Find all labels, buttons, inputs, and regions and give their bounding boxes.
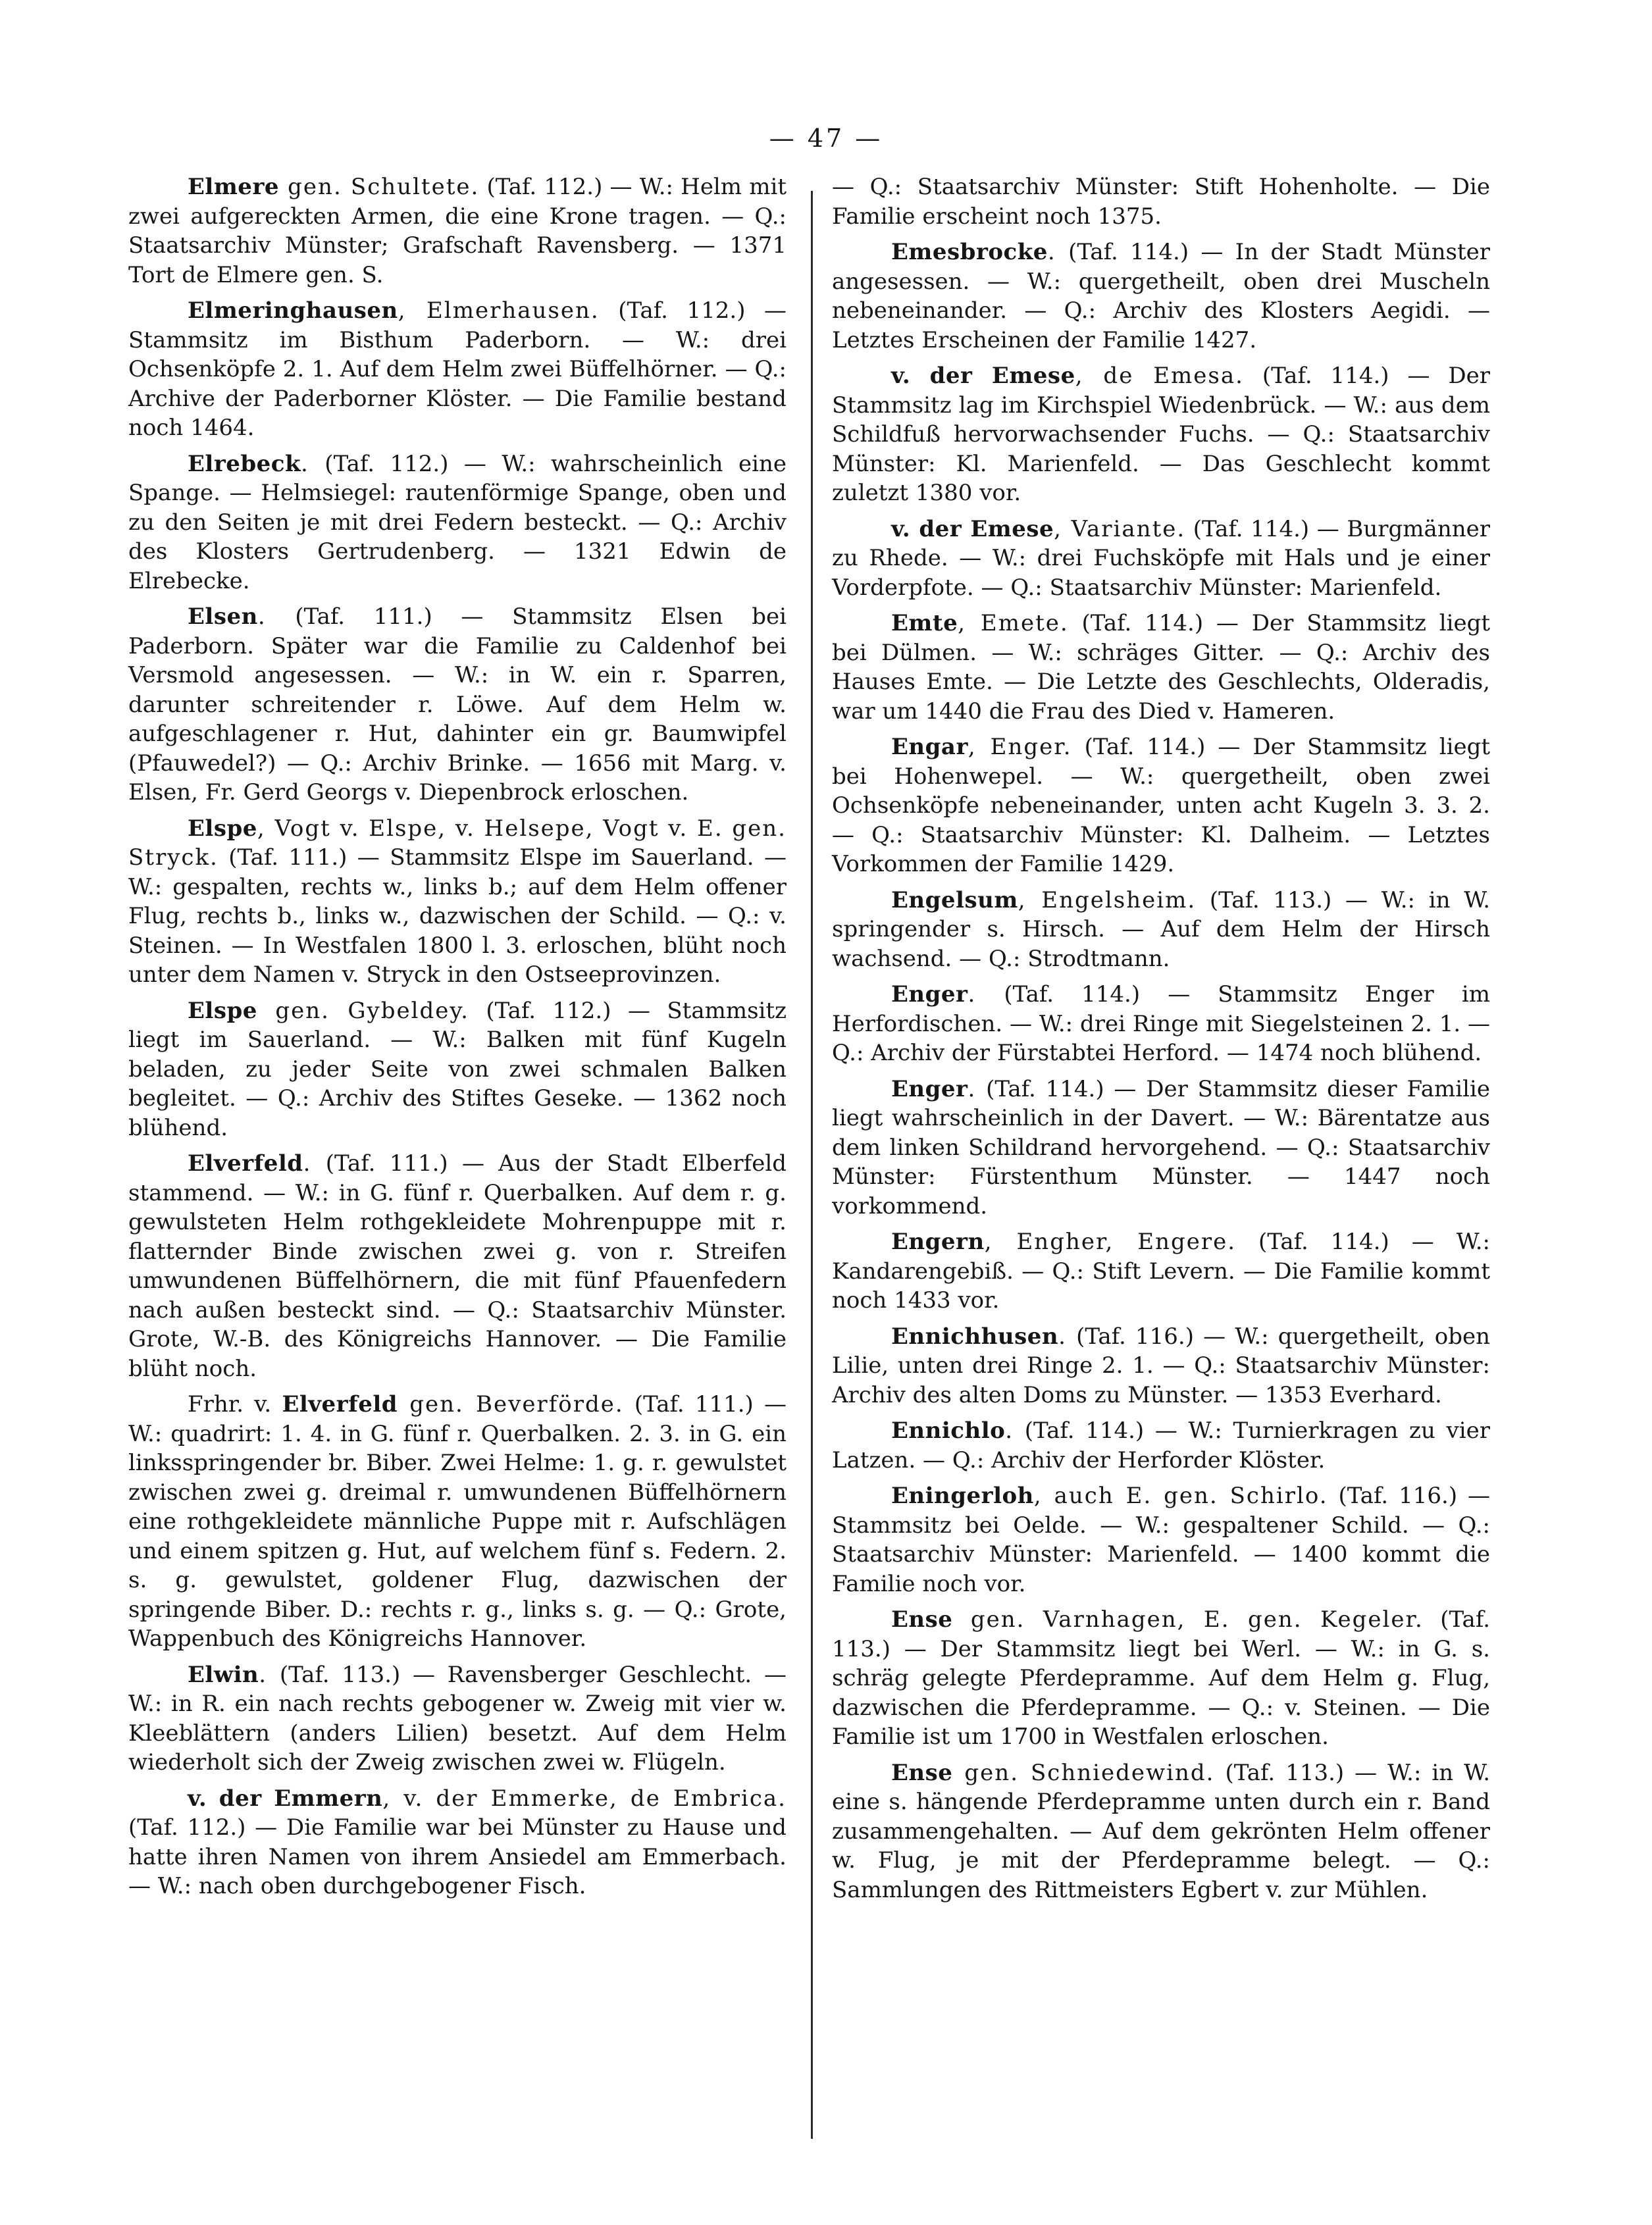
entry-body: (Taf. 114.) — Der Stammsitz lag im Kirchspiel Wiedenbrück. — W.: aus dem Schildfuß hervorwachsender Fuchs. — Q.: Staatsarchiv Münster: Kl. Marienfeld. — Das Geschlecht kommt zuletzt 1380 vor. bbox=[832, 363, 1490, 506]
entry-engern bbox=[832, 1227, 1490, 1316]
entry-elspe bbox=[128, 814, 787, 990]
entry-prefix: v. der bbox=[891, 363, 992, 389]
entry-head: Emte bbox=[891, 610, 958, 636]
entry-elmere bbox=[128, 172, 787, 290]
entry-eningerloh bbox=[832, 1481, 1490, 1598]
entry-body: (Taf. 111.) — Stammsitz Elsen bei Paderborn. Später war die Familie zu Caldenhof bei Versmold angesessen. — W.: in W. ein r. Sparren, darunter schreitender r. Löwe. Auf dem Helm w. aufgeschlagener r. Hut, dahinter ein gr. Baumwipfel (Pfauwedel?) — Q.: Archiv Brinke. — 1656 mit Marg. v. Elsen, Fr. Gerd Georgs v. Diepenbrock erloschen. bbox=[128, 603, 787, 806]
entry-variant: . bbox=[968, 981, 977, 1008]
entry-body: (Taf. 112.) — Stammsitz im Bisthum Paderborn. — W.: drei Ochsenköpfe 2. 1. Auf dem Helm zwei Büffelhörner. — Q.: Archive der Paderborner Klöster. — Die Familie bestand noch 1464. bbox=[128, 297, 787, 441]
entry-variant: gen. Gybeldey. bbox=[257, 997, 469, 1024]
entry-enger-davert bbox=[832, 1075, 1490, 1221]
entry-variant: , Engher, Engere. bbox=[984, 1229, 1237, 1255]
entry-head: Ennichhusen bbox=[891, 1323, 1059, 1350]
entry-enger-herford bbox=[832, 980, 1490, 1068]
entry-head: Elrebeck bbox=[188, 450, 301, 477]
entry-prefix: Frhr. v. bbox=[188, 1391, 282, 1418]
entry-elverfeld-beverfoerde bbox=[128, 1390, 787, 1654]
entry-variant: gen. Schultete. bbox=[278, 174, 480, 200]
entry-head: Enger bbox=[891, 981, 968, 1008]
entry-head: Emese bbox=[970, 515, 1054, 542]
entry-emte bbox=[832, 609, 1490, 726]
entry-head: Elsen bbox=[188, 603, 258, 630]
entry-variant: gen. Varnhagen, E. gen. Kegeler. bbox=[952, 1606, 1424, 1633]
entry-elspe-gybeldey bbox=[128, 996, 787, 1143]
entry-body: (Taf. 114.) — Der Stammsitz liegt bei Hohenwepel. — W.: quergetheilt, oben zwei Ochsenköpfe nebeneinander, unten acht Kugeln 3. 3. 2. — Q.: Staatsarchiv Münster: Kl. Dalheim. — Letztes Vorkommen der Familie 1429. bbox=[832, 734, 1490, 877]
entry-prefix: v. der bbox=[891, 515, 971, 542]
page-number: — 47 — bbox=[769, 124, 883, 153]
entry-variant: . bbox=[257, 603, 267, 630]
entry-body: (Taf. 113.) — W.: in W. springender s. Hirsch. — Auf dem Helm der Hirsch wachsend. — Q.: Strodtmann. bbox=[832, 886, 1490, 972]
entry-variant: gen. Schniedewind. bbox=[952, 1759, 1215, 1786]
entry-body: (Taf. 114.) — W.: Kandarengebiß. — Q.: Stift Levern. — Die Familie kommt noch 1433 vor. bbox=[832, 1229, 1490, 1314]
entry-variant: , Vogt v. Elspe, v. Helsepe, Vogt v. E. gen. Stryck. bbox=[128, 815, 787, 871]
entry-variant: . bbox=[1047, 239, 1056, 265]
entry-body: (Taf. 112.) — W.: Helm mit zwei aufgereckten Armen, die eine Krone tragen. — Q.: Staatsarchiv Münster; Grafschaft Ravensberg. — 1371 Tort de Elmere gen. S. bbox=[128, 174, 787, 288]
entry-variant: . bbox=[259, 1661, 268, 1688]
entry-variant: , auch E. gen. Schirlo. bbox=[1033, 1483, 1328, 1509]
entry-head: Elmeringhausen bbox=[188, 297, 398, 324]
left-column bbox=[128, 172, 787, 1908]
entry-body: (Taf. 114.) — In der Stadt Münster angesessen. — W.: quergetheilt, oben drei Muscheln nebeneinander. — Q.: Archiv des Klosters Aegidi. — Letztes Erscheinen der Familie 1427. bbox=[832, 239, 1490, 353]
entry-variant: , Enger. bbox=[968, 734, 1072, 760]
entry-body: (Taf. 111.) — W.: quadrirt: 1. 4. in G. fünf r. Querbalken. 2. 3. in G. ein linksspringender br. Biber. Zwei Helme: 1. g. r. gewulstet zwischen zwei g. dreimal r. umwundenen Büffelhörnern eine rothgekleidete männliche Puppe mit r. Aufschlägen und einem spitzen g. Hut, auf welchem fünf s. Federn. 2. s. g. gewulstet, goldener Flug, dazwischen der springende Biber. D.: rechts r. g., links s. g. — Q.: Grote, Wappenbuch des Königreichs Hannover. bbox=[128, 1391, 787, 1652]
entry-elverfeld bbox=[128, 1149, 787, 1383]
entry-variant: , de Emesa. bbox=[1075, 363, 1244, 389]
entry-emesbrocke bbox=[832, 238, 1490, 355]
entry-ennichhusen bbox=[832, 1322, 1490, 1410]
entry-body: (Taf. 114.) — Der Stammsitz liegt bei Dülmen. — W.: schräges Gitter. — Q.: Archiv des Hauses Emte. — Die Letzte des Geschlechts, Olderadis, war um 1440 die Frau des Died v. Hameren. bbox=[832, 610, 1491, 725]
entry-body: (Taf. 113.) — W.: in W. eine s. hängende Pferdepramme unten durch ein r. Band zusammengehalten. — Auf dem gekrönten Helm offener w. Flug, je mit der Pferdepramme belegt. — Q.: Sammlungen des Rittmeisters Egbert v. zur Mühlen. bbox=[832, 1759, 1490, 1903]
entry-elsen bbox=[128, 602, 787, 807]
entry-emmern-continued bbox=[832, 172, 1490, 231]
entry-ense-schniedewind bbox=[832, 1758, 1490, 1905]
entry-head: Ense bbox=[891, 1606, 953, 1633]
entry-variant: . bbox=[301, 450, 309, 477]
entry-body: (Taf. 112.) — W.: wahrscheinlich eine Spange. — Helmsiegel: rautenförmige Spange, oben und zu den Seiten je mit drei Federn besteckt. — Q.: Archiv des Klosters Gertrudenberg. — 1321 Edwin de Elrebecke. bbox=[128, 450, 787, 594]
entry-head: Elverfeld bbox=[282, 1391, 398, 1418]
entry-head: Emmern bbox=[274, 1785, 383, 1812]
entry-variant: , Engelsheim. bbox=[1018, 886, 1197, 913]
entry-head: Enger bbox=[891, 1075, 968, 1102]
entry-variant: , Variante. bbox=[1054, 515, 1186, 542]
entry-head: Elverfeld bbox=[188, 1150, 303, 1177]
entry-variant: . bbox=[968, 1075, 977, 1102]
entry-body: (Taf. 114.) — Der Stammsitz dieser Familie liegt wahrscheinlich in der Davert. — W.: Bärentatze aus dem linken Schildrand hervorgehend. — Q.: Staatsarchiv Münster: Fürstenthum Münster. — 1447 noch vorkommend. bbox=[832, 1075, 1490, 1219]
entry-body: (Taf. 112.) — Stammsitz liegt im Sauerland. — W.: Balken mit fünf Kugeln beladen, zu jeder Seite von zwei schmalen Balken begleitet. — Q.: Archiv des Stiftes Geseke. — 1362 noch blühend. bbox=[128, 997, 787, 1141]
entry-engelsum bbox=[832, 886, 1490, 974]
entry-body: (Taf. 112.) — Die Familie war bei Münster zu Hause und hatte ihren Namen von ihrem Ansiedel am Emmerbach. — W.: nach oben durchgebogener Fisch. bbox=[128, 1814, 787, 1899]
entry-body: (Taf. 113.) — Der Stammsitz liegt bei Werl. — W.: in G. s. schräg gelegte Pferdepramme. Auf dem Helm g. Flug, dazwischen die Pferdepramme. — Q.: v. Steinen. — Die Familie ist um 1700 in Westfalen erloschen. bbox=[832, 1606, 1490, 1750]
entry-elwin bbox=[128, 1660, 787, 1777]
entry-prefix: v. der bbox=[188, 1785, 274, 1812]
entry-head: Eningerloh bbox=[891, 1483, 1034, 1509]
entry-body: (Taf. 114.) — W.: Turnierkragen zu vier Latzen. — Q.: Archiv der Herforder Klöster. bbox=[832, 1418, 1490, 1473]
entry-head: Elspe bbox=[188, 815, 257, 842]
entry-head: Engar bbox=[891, 734, 968, 760]
entry-ense-varnhagen bbox=[832, 1605, 1490, 1752]
column-divider bbox=[811, 191, 813, 2139]
entry-variant: . bbox=[1005, 1418, 1014, 1444]
entry-head: Ennichlo bbox=[891, 1418, 1006, 1444]
entry-engar bbox=[832, 732, 1490, 879]
entry-elrebeck bbox=[128, 449, 787, 596]
entry-body: (Taf. 116.) — W.: quergetheilt, oben Lilie, unten drei Ringe 2. 1. — Q.: Staatsarchiv Münster: Archiv des alten Doms zu Münster. — 1353 Everhard. bbox=[832, 1323, 1490, 1408]
entry-head: Ense bbox=[891, 1759, 953, 1786]
entry-emmern bbox=[128, 1784, 787, 1901]
entry-head: Engelsum bbox=[891, 886, 1018, 913]
entry-head: Elmere bbox=[188, 174, 279, 200]
entry-body: (Taf. 111.) — Aus der Stadt Elberfeld stammend. — W.: in G. fünf r. Querbalken. Auf dem r. g. gewulsteten Helm rothgekleidete Mohrenpuppe mit r. flatternder Binde zwischen zwei g. von r. Streifen umwundenen Büffelhörnern, die mit fünf Pfauenfedern nach außen besteckt sind. — Q.: Staatsarchiv Münster. Grote, W.-B. des Königreichs Hannover. — Die Familie blüht noch. bbox=[128, 1150, 787, 1382]
right-column bbox=[832, 172, 1490, 1911]
entry-body: (Taf. 114.) — Stammsitz Enger im Herfordischen. — W.: drei Ringe mit Siegelsteinen 2. 1. — Q.: Archiv der Fürstabtei Herford. — 1474 noch blühend. bbox=[832, 981, 1490, 1066]
entry-variant: , Elmerhausen. bbox=[398, 297, 600, 324]
entry-ennichlo bbox=[832, 1416, 1490, 1475]
entry-body: (Taf. 114.) — Burgmänner zu Rhede. — W.: drei Fuchsköpfe mit Hals und je einer Vorderpfote. — Q.: Staatsarchiv Münster: Marienfeld. bbox=[832, 515, 1490, 601]
entry-body: (Taf. 111.) — Stammsitz Elspe im Sauerland. — W.: gespalten, rechts w., links b.; auf dem Helm offener Flug, rechts b., links w., dazwischen der Schild. — Q.: v. Steinen. — In Westfalen 1800 l. 3. erloschen, blüht noch unter dem Namen v. Stryck in den Ostseeprovinzen. bbox=[128, 844, 787, 988]
entry-elmeringhausen bbox=[128, 296, 787, 443]
entry-emese bbox=[832, 361, 1490, 508]
entry-head: Emese bbox=[991, 363, 1075, 389]
entry-head: Elspe bbox=[188, 997, 257, 1024]
entry-variant: gen. Beverförde. bbox=[398, 1391, 624, 1418]
entry-variant: . bbox=[303, 1150, 312, 1177]
entry-body: (Taf. 116.) — Stammsitz bei Oelde. — W.: gespaltener Schild. — Q.: Staatsarchiv Münster: Marienfeld. — 1400 kommt die Familie noch vor. bbox=[832, 1483, 1490, 1597]
entry-body: — Q.: Staatsarchiv Münster: Stift Hohenholte. — Die Familie erscheint noch 1375. bbox=[832, 174, 1490, 230]
entry-variant: . bbox=[1058, 1323, 1067, 1350]
entry-variant: , v. der Emmerke, de Embrica. bbox=[382, 1785, 787, 1812]
entry-variant: , Emete. bbox=[958, 610, 1069, 636]
entry-head: Engern bbox=[891, 1229, 985, 1255]
entry-head: Elwin bbox=[188, 1661, 259, 1688]
entry-emese-variante bbox=[832, 515, 1490, 603]
entry-head: Emesbrocke bbox=[891, 239, 1048, 265]
entry-body: (Taf. 113.) — Ravensberger Geschlecht. — W.: in R. ein nach rechts gebogener w. Zweig mit vier w. Kleeblättern (anders Lilien) besetzt. Auf dem Helm wiederholt sich der Zweig zwischen zwei w. Flügeln. bbox=[128, 1661, 787, 1776]
